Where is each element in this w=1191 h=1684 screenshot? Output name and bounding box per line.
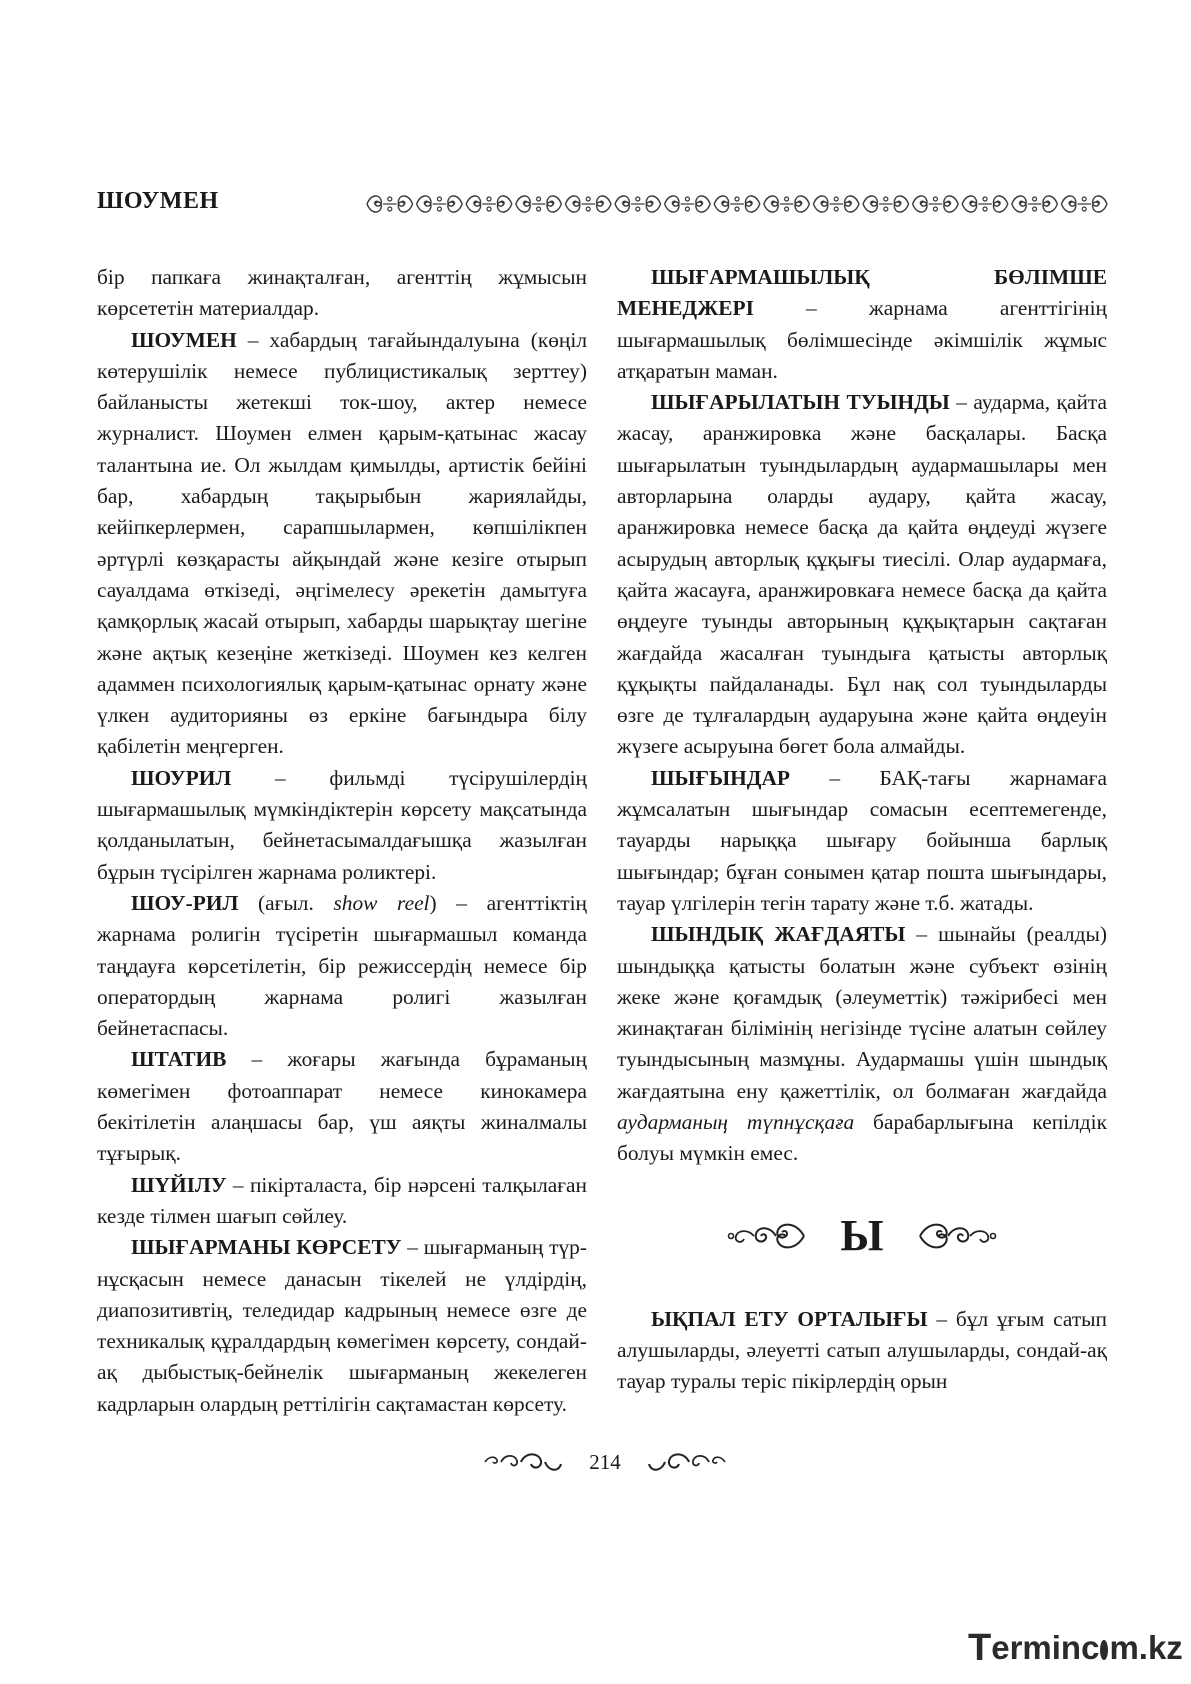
entry-term: ШОУРИЛ (131, 765, 232, 790)
header-ornament (365, 190, 1110, 218)
entry-term: ШЫҒАРЫЛАТЫН ТУЫНДЫ (651, 390, 950, 415)
italic-source-term: show reel (333, 890, 430, 915)
entry-term: ШЫНДЫҚ ЖАҒДАЯТЫ (651, 922, 906, 947)
section-letter-divider (617, 1208, 1107, 1264)
entry-definition: ) – агенттіктің жарнама ролигін түсіретін шығармашыл команда таңдауға көрсетілетін, бір режиссердің немесе бір оператордың жарнама ролигі жазылған бейнетаспасы. (97, 890, 587, 1041)
entry-shoumen (97, 325, 587, 763)
italic-cross-reference: аударманың түпнұсқаға (617, 1110, 855, 1135)
section-letter: Ы (840, 1210, 884, 1260)
entry-shou-ril: ШОУ-РИЛ (ағыл. show reel) – агенттіктің жарнама ролигін түсіретін шығармашыл команда таңдауға көрсетілетін, бір режиссердің немесе бір оператордың жарнама ролигі жазылған бейнетаспасы. (97, 890, 587, 1041)
entry-term: ШОУМЕН (131, 327, 237, 352)
left-swirl-ornament-icon (726, 1216, 806, 1256)
entry-term: ШЫҒАРМАШЫЛЫҚ БӨЛІМШЕ МЕНЕДЖЕРІ (617, 265, 1107, 321)
entry-shygarylatyn-tuyndy (617, 387, 1107, 763)
entry-shuiilu (97, 1170, 587, 1233)
entry-shyndyq-zhagdayaty: ШЫНДЫҚ ЖАҒДАЯТЫ – шынайы (реалды) шындыққа қатысты болатын және субъект өзінің жеке және қоғамдық (әлеуметтік) тәжірибесі мен жинақтаған білімінің негізінде түсіне алатын сөйлеу туындысының мазмұны. Аудармашы үшін шындық жағдаятына ену қажеттілік, ол болмаған жағдайда аударманың түпнұсқаға барабарлығына кепілдік болуы мүмкін емес. (617, 922, 1108, 1166)
termincom-watermark-logo: T erminc m.kz (968, 1626, 1183, 1669)
entry-term: ШЫҒЫНДАР (651, 765, 790, 790)
entry-definition: – БАҚ-тағы жарнамаға жұмсалатын шығындар сомасын есептемегенде, тауарды нарыққа шығару бойынша барлық шығындар; бұған сонымен қатар пошта шығындары, тауар үлгілерін тегін тарату және т.б. жатады. (617, 765, 1107, 915)
entry-term: ЫҚПАЛ ЕТУ ОРТАЛЫҒЫ (651, 1306, 928, 1331)
entry-definition: – шығарманың түр-нұсқасын немесе данасын тікелей не үлдірдің, диапозитивтің, теледидар кадрының немесе өзге де техникалық құралдардың көмегімен көрсету, сондай-ақ дыбыстық-бейнелік шығарманың жекелеген кадрларын олардың реттілігін сақтамастан көрсету. (97, 1235, 587, 1416)
entry-shouril (97, 763, 587, 888)
entry-term: ШЫҒАРМАНЫ КӨРСЕТУ (131, 1235, 402, 1260)
entry-definition: – аударма, қайта жасау, аранжировка және басқалары. Басқа шығарылатын туындылардың аудармашылары мен авторларына оларды аудару, қайта жасау, аранжировка немесе басқа да қайта өңдеуді жүзеге асырудың авторлық құқығы тиесілі. Олар аудармаға, қайта жасауға, аранжировкаға немесе басқа да қайта өңдеуге туынды авторының құқықтарын сақтаған жағдайда жасалған туындыға қатысты авторлық құқықты пайдаланады. Бұл нақ сол туындыларды өзге де тұлғалардың аударуына және қайта өңдеуін жүзеге асыруына бөгет бола алмайды. (617, 390, 1107, 759)
right-column (617, 262, 1107, 1398)
page-footer (440, 1447, 770, 1477)
entry-shygarmashylyq-bolimshe (617, 262, 1107, 387)
right-swirl-ornament-icon (918, 1216, 998, 1256)
entry-shygarmany-korsetu (97, 1232, 587, 1420)
entry-definition: – шынайы (реалды) шындыққа қатысты болатын және субъект өзінің жеке және қоғамдық (әлеуметтік) тәжірибесі мен жинақтаған білімінің негізінде түсіне алатын сөйлеу туындысының мазмұны. Аудармашы үшін шындық жағдаятына ену қажеттілік, ол болмаған жағдайда (617, 922, 1107, 1103)
entry-term: ШТАТИВ (131, 1047, 227, 1072)
page-number: 214 (589, 1449, 621, 1474)
entry-term: ШОУ-РИЛ (131, 890, 239, 915)
page-header (97, 188, 1110, 228)
entry-definition: – жарнама агенттігінің шығармашылық бөлімшесінде әкімшілік жұмыс атқаратын маман. (617, 296, 1107, 383)
entry-yqpal-etu-ortalygy (617, 1304, 1107, 1398)
entry-definition: – фильмді түсірушілердің шығармашылық мүмкіндіктерін көрсету мақсатында қолданылатын, бейнетасымалдағышқа жазылған бұрын түсірілген жарнама роликтері. (97, 765, 587, 884)
entry-definition: – пікірталаста, бір нәрсені талқылаған кезде тілмен шағып сөйлеу. (97, 1172, 587, 1228)
running-head: ШОУМЕН (97, 188, 219, 214)
ring-o-icon (1100, 1640, 1108, 1660)
entry-term: ШҮЙІЛУ (131, 1172, 227, 1197)
footer-left-ornament-icon (483, 1450, 563, 1474)
entry-definition: – жоғары жағында бұраманың көмегімен фотоаппарат немесе кинокамера бекітілетін алаңшасы бар, үш аяқты жиналмалы тұғырық. (97, 1047, 587, 1166)
entry-definition: – бұл ұғым сатып алушыларды, әлеуетті сатып алушыларды, сондай-ақ тауар туралы теріс пікірлердің орын (617, 1306, 1107, 1394)
entry-shygyndar (617, 763, 1107, 919)
continuation-paragraph: бір папкаға жинақталған, агенттің жұмысын көрсететін материалдар. (97, 265, 587, 321)
left-column (97, 262, 587, 1420)
entry-definition: – хабардың тағайындалуына (көңіл көтерушілік немесе публицистикалық зерттеу) байланысты жетекші ток-шоу, актер немесе журналист. Шоумен елмен қарым-қатынас жасау талантына ие. Ол жылдам қимылды, артистік бейіні бар, хабардың тақырыбын жариялайды, кейіпкерлермен, сарапшылармен, көпшілікпен әртүрлі көзқарасты айқындай және кезіге отырып сауалдама өткізеді, әңгімелесу әрекетін дамытуға қамқорлық жасай отырып, хабарды шарықтау шегіне және ақтық кезеңіне жеткізеді. Шоумен кез келген адаммен психологиялық қарым-қатынас орнату және үлкен аудиторияны өз еркіне бағындыра білу қабілетін меңгерген. (97, 327, 587, 759)
entry-shtativ (97, 1044, 587, 1169)
footer-right-ornament-icon (647, 1450, 727, 1474)
